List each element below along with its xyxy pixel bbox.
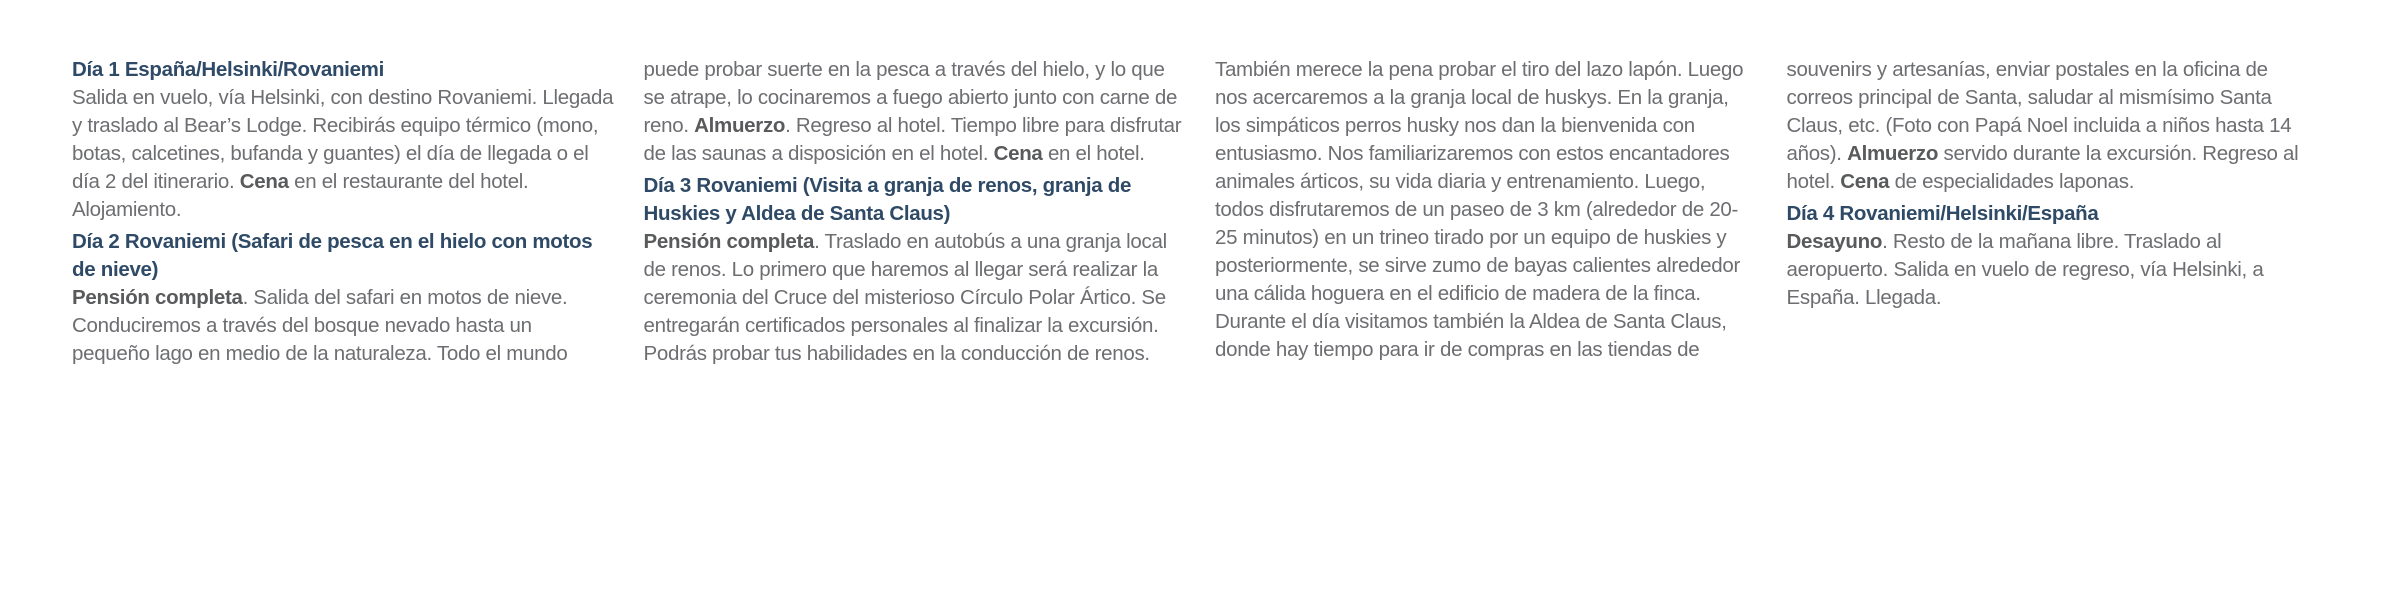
day-title: Día 4 Rovaniemi/Helsinki/España <box>1786 202 2099 225</box>
text-run: . Salida del safari en motos de nieve. Conduciremos a través del bosque nevado hasta un pequeño lago en medio de la naturaleza. Todo el mundo puede probar suerte en la pesca a través del hielo, y lo que se atrape, lo cocinaremos a fuego abierto junto con carne de reno. <box>72 58 1178 365</box>
bold-text: Almuerzo <box>1847 142 1939 165</box>
text-run: de especialidades laponas. <box>1889 170 2135 193</box>
bold-text: Desayuno <box>1786 230 1883 253</box>
day-title: Día 1 España/Helsinki/Rovaniemi <box>72 58 384 81</box>
bold-text: Cena <box>993 142 1043 165</box>
text-run: . Resto de la mañana libre. Traslado al aeropuerto. Salida en vuelo de regreso, vía Helsinki, a España. Llegada. <box>1786 230 2264 309</box>
text-run: . Traslado en autobús a una granja local de renos. Lo primero que haremos al llegar será realizar la ceremonia del Cruce del misterioso Círculo Polar Ártico. Se entregarán certificados personales al finalizar la excursión. Podrás probar tus habilidades en la conducción de renos. También merece la pena probar el tiro del lazo lapón. Luego nos acercaremos a la granja local de huskys. En la granja, los simpáticos perros husky nos dan la bienvenida con entusiasmo. Nos familiarizaremos con estos encantadores animales árticos, su vida diaria y entrenamiento. Luego, todos disfrutaremos de un paseo de 3 km (alrededor de 20-25 minutos) en un trineo tirado por un equipo de huskies y posteriormente, se sirve zumo de bayas calientes alrededor una cálida hoguera en el edificio de madera de la finca. Durante el día visitamos también la Aldea de Santa Claus, donde hay tiempo para ir de compras en las tiendas de souvenirs y artesanías, enviar postales en la oficina de correos principal de Santa, saludar al mismísimo Santa Claus, etc. (Foto con Papá Noel incluida a niños hasta 14 años). <box>643 58 2292 365</box>
day-description <box>1787 228 2329 312</box>
day-description <box>72 84 614 224</box>
bold-text: Cena <box>1840 170 1890 193</box>
day-title: Día 2 Rovaniemi (Safari de pesca en el hielo con motos de nieve) <box>72 230 593 281</box>
bold-text: Pensión completa <box>643 230 815 253</box>
day-section <box>1787 200 2329 312</box>
text-run: Salida en vuelo, vía Helsinki, con destino Rovaniemi. Llegada y traslado al Bear’s Lodge. Recibirás equipo térmico (mono, botas, calcetines, bufanda y guantes) el día de llegada o el día 2 del itinerario. <box>72 86 614 193</box>
text-run: en el hotel. <box>1042 142 1145 165</box>
bold-text: Pensión completa <box>72 286 243 309</box>
day-section <box>72 56 614 224</box>
text-run: servido durante la excursión. Regreso al hotel. <box>1786 142 2299 193</box>
bold-text: Cena <box>239 170 289 193</box>
itinerary-document <box>72 56 2328 368</box>
bold-text: Almuerzo <box>694 114 786 137</box>
text-run: . Regreso al hotel. Tiempo libre para disfrutar de las saunas a disposición en el hotel. <box>643 114 1182 165</box>
day-title: Día 3 Rovaniemi (Visita a granja de renos, granja de Huskies y Aldea de Santa Claus) <box>643 174 1132 225</box>
text-run: en el restaurante del hotel. Alojamiento. <box>72 170 529 221</box>
